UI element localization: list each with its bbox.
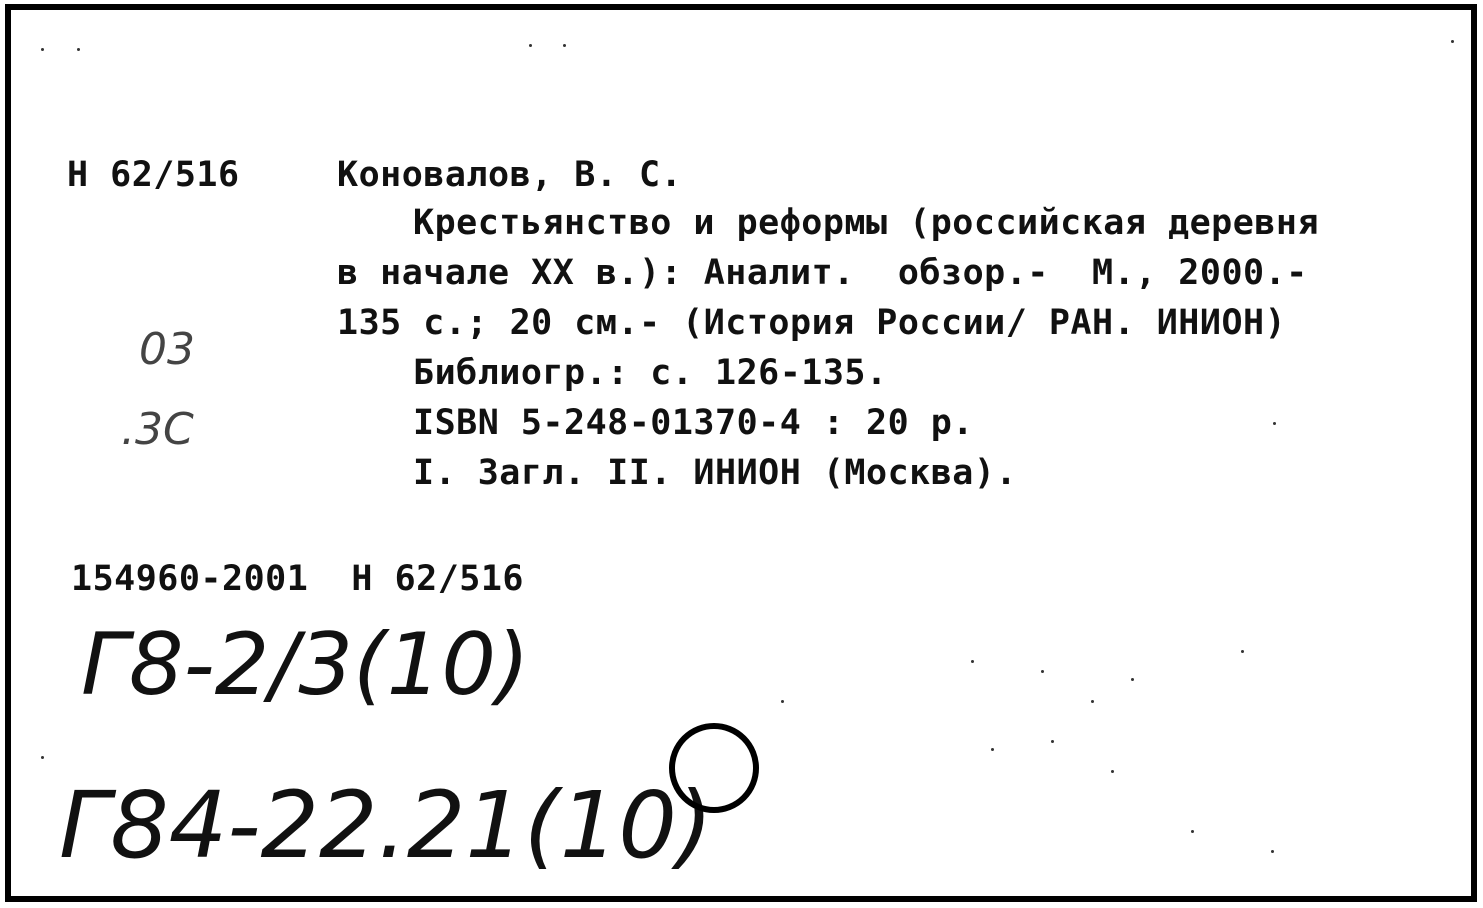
scan-speck [563, 44, 566, 47]
scan-speck [1273, 422, 1276, 425]
scan-speck [1051, 740, 1054, 743]
stamp-circle [669, 723, 759, 813]
subject-headings: I. Загл. II. ИНИОН (Москва). [413, 453, 1018, 493]
scan-speck [1111, 770, 1114, 773]
scan-speck [41, 48, 44, 51]
author: Коновалов, В. С. [337, 155, 683, 195]
scan-speck [1191, 830, 1194, 833]
scan-speck [1041, 670, 1044, 673]
isbn: ISBN 5-248-01370-4 : 20 р. [413, 403, 974, 443]
call-number: Н 62/516 [67, 155, 240, 195]
scan-speck [991, 748, 994, 751]
scan-speck [971, 660, 974, 663]
scan-speck [781, 700, 784, 703]
scan-speck [1451, 40, 1454, 43]
handwritten-margin-code-2: .3C [121, 404, 194, 455]
scan-speck [77, 48, 80, 51]
title-line-2: в начале XX в.): Аналит. обзор.- М., 2000.- [337, 253, 1308, 293]
scan-speck [41, 756, 44, 759]
handwritten-classification-1: Г8-2/3(10) [81, 615, 530, 715]
accession-number: 154960-2001 Н 62/516 [71, 559, 525, 599]
scan-speck [1271, 850, 1274, 853]
catalog-card [5, 4, 1477, 902]
title-line-3: 135 с.; 20 см.- (История России/ РАН. ИНИОН) [337, 303, 1287, 343]
bibliography-note: Библиогр.: с. 126-135. [413, 353, 888, 393]
scan-speck [529, 44, 532, 47]
handwritten-margin-code-1: 03 [139, 324, 195, 375]
handwritten-classification-2: Г84-22.21(10) [59, 772, 713, 879]
scan-speck [1241, 650, 1244, 653]
scan-speck [1131, 678, 1134, 681]
scan-speck [1091, 700, 1094, 703]
title-line-1: Крестьянство и реформы (российская деревня [413, 203, 1320, 243]
